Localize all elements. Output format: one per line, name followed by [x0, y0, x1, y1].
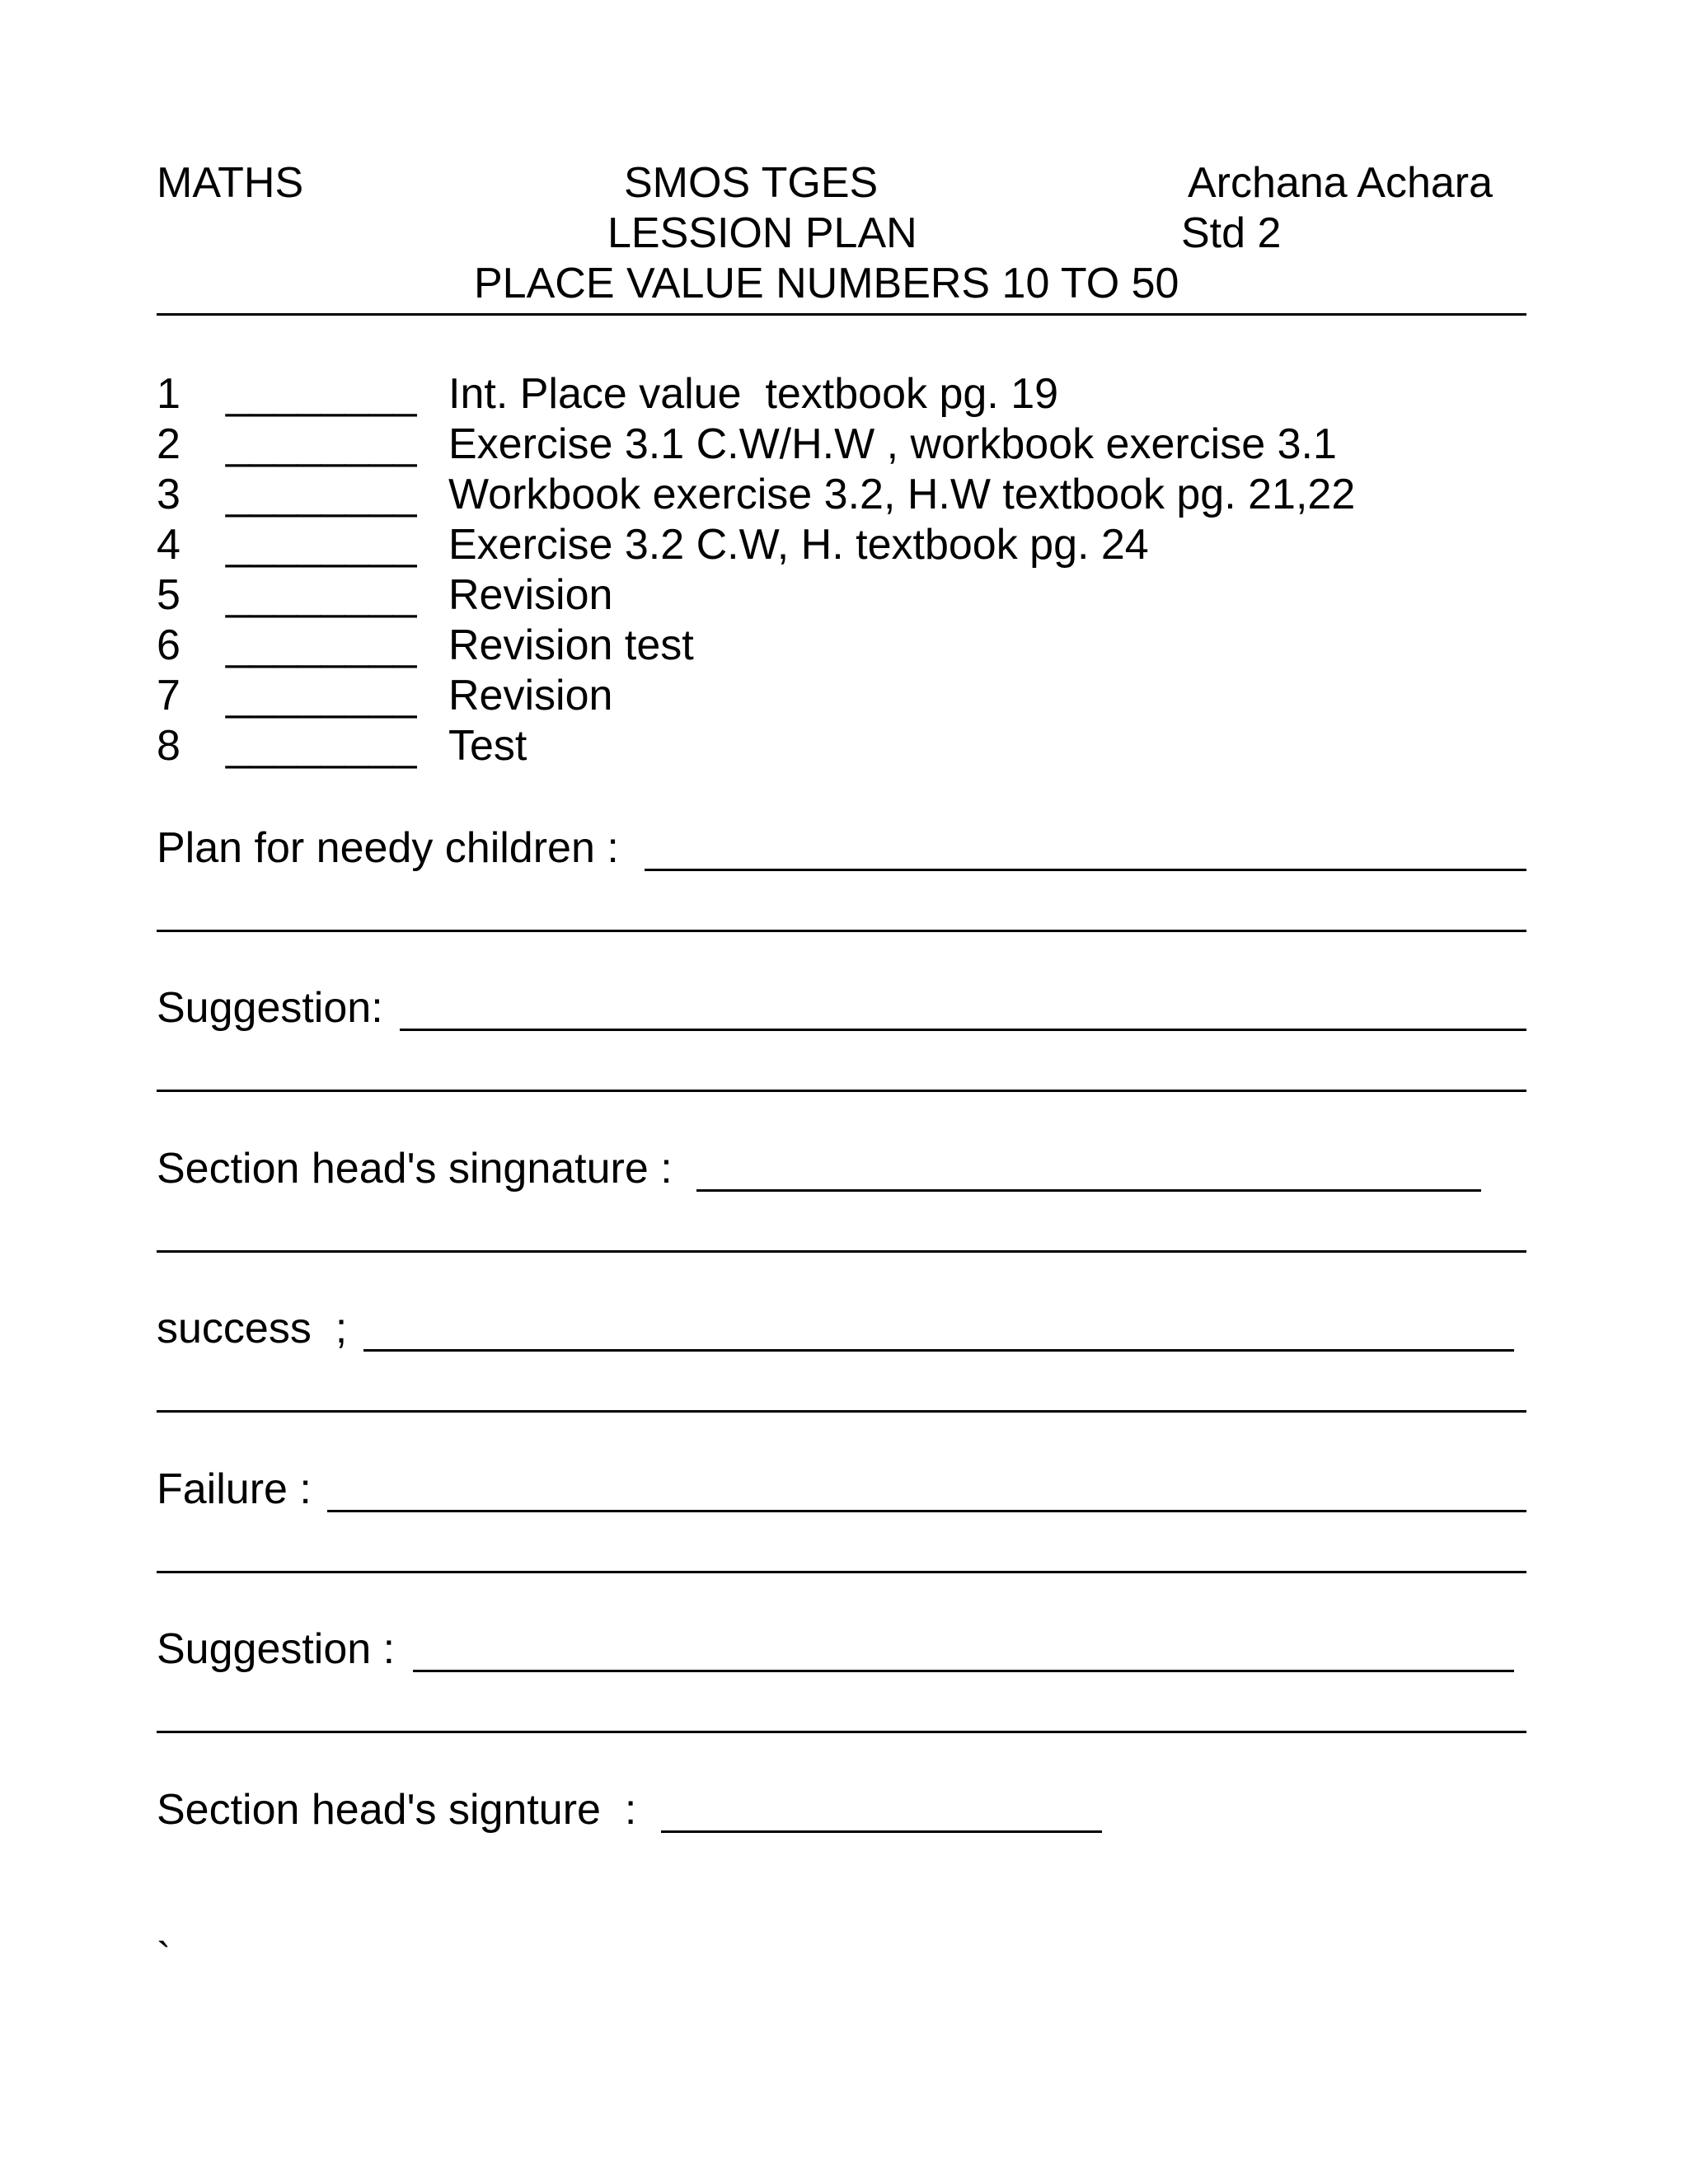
- row-date-blank: ________: [226, 571, 417, 619]
- row-activity: Revision: [448, 672, 613, 719]
- row-date-blank: ________: [226, 672, 417, 719]
- row-number: 3: [157, 471, 181, 518]
- needy-plan-line-2: [157, 930, 1526, 932]
- row-date-blank: ________: [226, 370, 417, 418]
- success-line-2: [157, 1410, 1526, 1413]
- standard-label: Std 2: [1181, 209, 1282, 257]
- row-date-blank: ________: [226, 471, 417, 518]
- section-head-signature-line: [696, 1189, 1481, 1192]
- school-name: SMOS TGES: [624, 159, 879, 207]
- row-number: 8: [157, 722, 181, 770]
- row-date-blank: ________: [226, 420, 417, 468]
- suggestion-label-2: Suggestion :: [157, 1625, 396, 1673]
- section-head-signature-label-2: Section head's signture :: [157, 1786, 637, 1834]
- needy-plan-line: [645, 869, 1526, 871]
- document-type: LESSION PLAN: [607, 209, 917, 257]
- row-number: 5: [157, 571, 181, 619]
- suggestion-line-4: [157, 1731, 1526, 1733]
- subject-label: MATHS: [157, 159, 304, 207]
- header-rule: [157, 313, 1526, 316]
- suggestion-line: [400, 1029, 1526, 1031]
- row-date-blank: ________: [226, 621, 417, 669]
- success-line: [363, 1349, 1514, 1352]
- row-activity: Int. Place value textbook pg. 19: [448, 370, 1059, 418]
- topic-title: PLACE VALUE NUMBERS 10 TO 50: [474, 260, 1179, 307]
- success-label: success ;: [157, 1305, 348, 1352]
- row-number: 7: [157, 672, 181, 719]
- failure-line-2: [157, 1571, 1526, 1573]
- row-activity: Workbook exercise 3.2, H.W textbook pg. 21,22: [448, 471, 1356, 518]
- suggestion-line-2: [157, 1090, 1526, 1092]
- row-activity: Exercise 3.2 C.W, H. textbook pg. 24: [448, 521, 1149, 569]
- row-number: 4: [157, 521, 181, 569]
- row-number: 2: [157, 420, 181, 468]
- section-head-signature-label: Section head's singnature :: [157, 1145, 673, 1193]
- row-activity: Revision: [448, 571, 613, 619]
- failure-line: [327, 1510, 1526, 1512]
- row-activity: Exercise 3.1 C.W/H.W , workbook exercise 3.1: [448, 420, 1337, 468]
- row-activity: Revision test: [448, 621, 694, 669]
- row-number: 6: [157, 621, 181, 669]
- section-head-signature-line-2: [157, 1250, 1526, 1253]
- row-number: 1: [157, 370, 181, 418]
- row-activity: Test: [448, 722, 528, 770]
- failure-label: Failure :: [157, 1465, 312, 1513]
- row-date-blank: ________: [226, 722, 417, 770]
- section-head-signature-line-3: [661, 1830, 1102, 1833]
- suggestion-label: Suggestion:: [157, 984, 383, 1032]
- teacher-name: Archana Achara: [1188, 159, 1493, 207]
- footer-mark: `: [157, 1934, 171, 1982]
- needy-plan-label: Plan for needy children :: [157, 824, 619, 872]
- suggestion-line-3: [413, 1670, 1514, 1672]
- row-date-blank: ________: [226, 521, 417, 569]
